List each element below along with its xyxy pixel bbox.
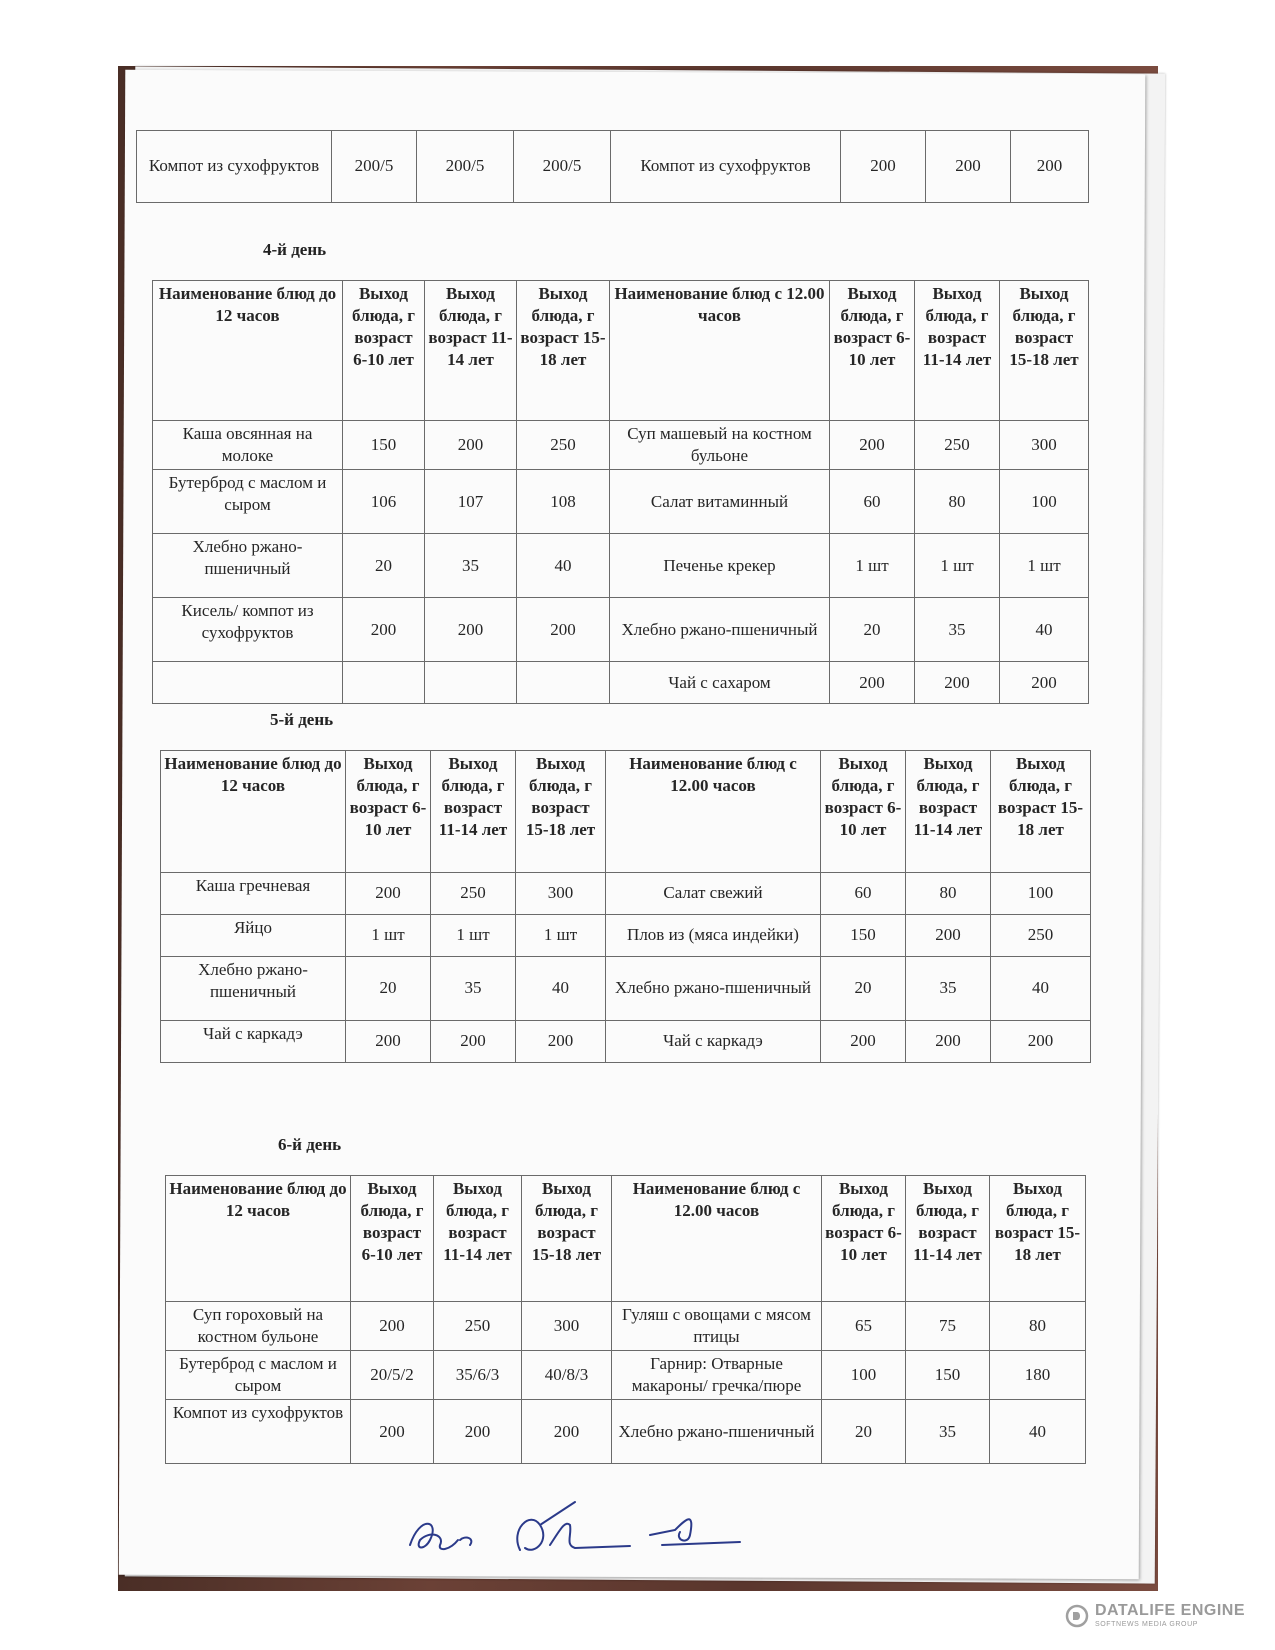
table-day6: [165, 1175, 1086, 1464]
pm-value-cell: 200: [906, 915, 991, 957]
table-row: [153, 662, 1089, 704]
pm-value-cell: 60: [821, 873, 906, 915]
am-dish-cell: Компот из сухофруктов: [166, 1400, 351, 1464]
pm-value-cell: 200: [1000, 662, 1089, 704]
signatures-icon: [400, 1490, 760, 1570]
am-value-cell: [425, 662, 517, 704]
header-out-15-18: Выход блюда, г возраст 15-18 лет: [991, 751, 1091, 873]
pm-value-cell: 40: [991, 957, 1091, 1021]
header-out-15-18: Выход блюда, г возраст 15-18 лет: [1000, 281, 1089, 421]
pm-value-cell: 40: [990, 1400, 1086, 1464]
table-row: [161, 915, 1091, 957]
am-dish-cell: Бутерброд с маслом и сыром: [153, 470, 343, 534]
pm-value-cell: 20: [821, 957, 906, 1021]
pm-dish-cell: Гарнир: Отварные макароны/ гречка/пюре: [612, 1351, 822, 1400]
header-out-11-14: Выход блюда, г возраст 11-14 лет: [431, 751, 516, 873]
table-row: [153, 470, 1089, 534]
am-value-cell: 200: [431, 1021, 516, 1063]
header-out-11-14: Выход блюда, г возраст 11-14 лет: [906, 1176, 990, 1302]
pm-value-cell: 200: [830, 662, 915, 704]
header-dish-pm: Наименование блюд с 12.00 часов: [610, 281, 830, 421]
am-value-cell: 1 шт: [346, 915, 431, 957]
am-value-cell: 200: [522, 1400, 612, 1464]
am-value-cell: 1 шт: [516, 915, 606, 957]
header-dish-pm: Наименование блюд с 12.00 часов: [612, 1176, 822, 1302]
pm-value-cell: 35: [906, 1400, 990, 1464]
header-out-15-18: Выход блюда, г возраст 15-18 лет: [517, 281, 610, 421]
pm-value-cell: 250: [915, 421, 1000, 470]
pm-dish-cell: Суп машевый на костном бульоне: [610, 421, 830, 470]
am-value-cell: 107: [425, 470, 517, 534]
pm-dish-cell: Салат витаминный: [610, 470, 830, 534]
pm-dish-cell: Плов из (мяса индейки): [606, 915, 821, 957]
am-value-cell: [343, 662, 425, 704]
am-value-cell: 1 шт: [431, 915, 516, 957]
pm-dish-cell: Гуляш с овощами с мясом птицы: [612, 1302, 822, 1351]
am-dish-cell: Каша гречневая: [161, 873, 346, 915]
day4-title: 4-й день: [263, 240, 327, 259]
header-out-6-10: Выход блюда, г возраст 6-10 лет: [821, 751, 906, 873]
am-value-cell: 20: [343, 534, 425, 598]
am-value-cell: 35/6/3: [434, 1351, 522, 1400]
watermark-main: DATALIFE ENGINE: [1094, 1602, 1245, 1619]
am-value-cell: 200/5: [332, 131, 417, 203]
am-value-cell: 250: [517, 421, 610, 470]
table-row: [166, 1400, 1086, 1464]
am-value-cell: [517, 662, 610, 704]
am-value-cell: 108: [517, 470, 610, 534]
pm-dish-cell: Хлебно ржано-пшеничный: [610, 598, 830, 662]
table-row: [153, 598, 1089, 662]
pm-dish-cell: Хлебно ржано-пшеничный: [606, 957, 821, 1021]
pm-value-cell: 1 шт: [915, 534, 1000, 598]
header-out-15-18: Выход блюда, г возраст 15-18 лет: [990, 1176, 1086, 1302]
pm-value-cell: 150: [906, 1351, 990, 1400]
table-row: [161, 1021, 1091, 1063]
pm-dish-cell: Салат свежий: [606, 873, 821, 915]
pm-value-cell: 100: [1000, 470, 1089, 534]
header-row: [161, 751, 1091, 873]
header-out-11-14: Выход блюда, г возраст 11-14 лет: [915, 281, 1000, 421]
table-row: [153, 534, 1089, 598]
am-value-cell: 200: [425, 421, 517, 470]
am-value-cell: 20: [346, 957, 431, 1021]
header-out-11-14: Выход блюда, г возраст 11-14 лет: [425, 281, 517, 421]
am-value-cell: 40: [516, 957, 606, 1021]
pm-value-cell: 180: [990, 1351, 1086, 1400]
pm-value-cell: 1 шт: [830, 534, 915, 598]
pm-value-cell: 20: [822, 1400, 906, 1464]
header-out-6-10: Выход блюда, г возраст 6-10 лет: [830, 281, 915, 421]
pm-value-cell: 20: [830, 598, 915, 662]
table-row: [161, 957, 1091, 1021]
header-dish-am: Наименование блюд до 12 часов: [161, 751, 346, 873]
day6-title: 6-й день: [278, 1135, 342, 1154]
header-dish-am: Наименование блюд до 12 часов: [153, 281, 343, 421]
header-out-15-18: Выход блюда, г возраст 15-18 лет: [516, 751, 606, 873]
header-dish-am: Наименование блюд до 12 часов: [166, 1176, 351, 1302]
pm-value-cell: 1 шт: [1000, 534, 1089, 598]
table-row: [166, 1302, 1086, 1351]
pm-dish-cell: Чай с сахаром: [610, 662, 830, 704]
am-value-cell: 200: [516, 1021, 606, 1063]
pm-value-cell: 35: [915, 598, 1000, 662]
am-dish-cell: Чай с каркадэ: [161, 1021, 346, 1063]
am-dish-cell: Суп гороховый на костном бульоне: [166, 1302, 351, 1351]
am-value-cell: 200: [351, 1400, 434, 1464]
am-value-cell: 35: [425, 534, 517, 598]
pm-value-cell: 100: [991, 873, 1091, 915]
pm-value-cell: 200: [906, 1021, 991, 1063]
header-row: [153, 281, 1089, 421]
am-value-cell: 200: [346, 873, 431, 915]
am-value-cell: 250: [434, 1302, 522, 1351]
header-out-6-10: Выход блюда, г возраст 6-10 лет: [822, 1176, 906, 1302]
am-value-cell: 150: [343, 421, 425, 470]
am-dish-cell: Яйцо: [161, 915, 346, 957]
am-value-cell: 300: [522, 1302, 612, 1351]
table-top-continuation: [136, 130, 1089, 203]
am-dish-cell: Кисель/ компот из сухофруктов: [153, 598, 343, 662]
pm-value-cell: 150: [821, 915, 906, 957]
table-row: [137, 131, 1089, 203]
pm-value-cell: 100: [822, 1351, 906, 1400]
am-value-cell: 200: [346, 1021, 431, 1063]
pm-value-cell: 200: [991, 1021, 1091, 1063]
pm-value-cell: 80: [990, 1302, 1086, 1351]
pm-dish-cell: Хлебно ржано-пшеничный: [612, 1400, 822, 1464]
pm-value-cell: 200: [915, 662, 1000, 704]
am-value-cell: 20/5/2: [351, 1351, 434, 1400]
pm-dish-cell: Чай с каркадэ: [606, 1021, 821, 1063]
am-value-cell: 40/8/3: [522, 1351, 612, 1400]
am-value-cell: 35: [431, 957, 516, 1021]
pm-value-cell: 200: [841, 131, 926, 203]
pm-value-cell: 200: [821, 1021, 906, 1063]
am-dish-cell: Хлебно ржано-пшеничный: [153, 534, 343, 598]
pm-value-cell: 35: [906, 957, 991, 1021]
day5-body: [161, 873, 1091, 1063]
am-value-cell: 200: [434, 1400, 522, 1464]
am-value-cell: 200: [343, 598, 425, 662]
am-value-cell: 200/5: [417, 131, 514, 203]
am-value-cell: 200/5: [514, 131, 611, 203]
header-out-11-14: Выход блюда, г возраст 11-14 лет: [434, 1176, 522, 1302]
am-value-cell: 200: [425, 598, 517, 662]
am-dish-cell: Бутерброд с маслом и сыром: [166, 1351, 351, 1400]
table-row: [166, 1351, 1086, 1400]
am-dish-cell: Компот из сухофруктов: [137, 131, 332, 203]
day6-body: [166, 1302, 1086, 1464]
day5-title: 5-й день: [270, 710, 334, 729]
am-dish-cell: Каша овсянная на молоке: [153, 421, 343, 470]
pm-value-cell: 80: [915, 470, 1000, 534]
day4-body: [153, 421, 1089, 704]
am-value-cell: 250: [431, 873, 516, 915]
am-dish-cell: [153, 662, 343, 704]
pm-dish-cell: Компот из сухофруктов: [611, 131, 841, 203]
header-out-15-18: Выход блюда, г возраст 15-18 лет: [522, 1176, 612, 1302]
pm-value-cell: 250: [991, 915, 1091, 957]
pm-value-cell: 40: [1000, 598, 1089, 662]
datalife-logo-icon: [1065, 1604, 1089, 1628]
pm-value-cell: 75: [906, 1302, 990, 1351]
table-row: [153, 421, 1089, 470]
header-out-6-10: Выход блюда, г возраст 6-10 лет: [351, 1176, 434, 1302]
pm-value-cell: 300: [1000, 421, 1089, 470]
pm-dish-cell: Печенье крекер: [610, 534, 830, 598]
am-value-cell: 106: [343, 470, 425, 534]
pm-value-cell: 65: [822, 1302, 906, 1351]
header-row: [166, 1176, 1086, 1302]
header-out-6-10: Выход блюда, г возраст 6-10 лет: [346, 751, 431, 873]
am-value-cell: 200: [517, 598, 610, 662]
am-dish-cell: Хлебно ржано-пшеничный: [161, 957, 346, 1021]
table-day5: [160, 750, 1091, 1063]
am-value-cell: 200: [351, 1302, 434, 1351]
am-value-cell: 300: [516, 873, 606, 915]
table-day4: [152, 280, 1089, 704]
table-row: [161, 873, 1091, 915]
header-out-11-14: Выход блюда, г возраст 11-14 лет: [906, 751, 991, 873]
header-dish-pm: Наименование блюд с 12.00 часов: [606, 751, 821, 873]
pm-value-cell: 200: [830, 421, 915, 470]
pm-value-cell: 60: [830, 470, 915, 534]
watermark: [1065, 1603, 1245, 1628]
pm-value-cell: 80: [906, 873, 991, 915]
header-out-6-10: Выход блюда, г возраст 6-10 лет: [343, 281, 425, 421]
am-value-cell: 40: [517, 534, 610, 598]
pm-value-cell: 200: [1011, 131, 1089, 203]
watermark-sub: SOFTNEWS MEDIA GROUP: [1094, 1621, 1198, 1628]
pm-value-cell: 200: [926, 131, 1011, 203]
